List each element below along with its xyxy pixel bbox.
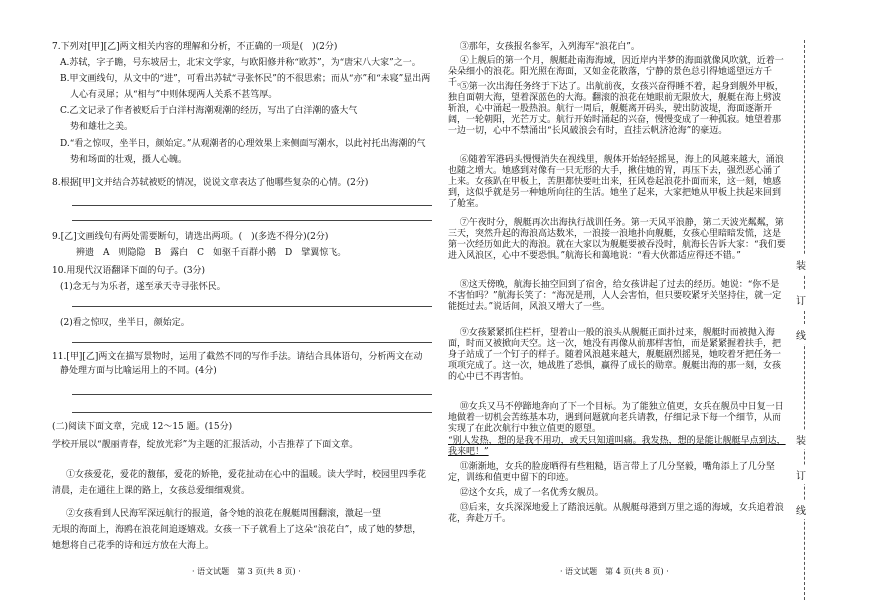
margin-label-xian-2: 线 bbox=[796, 500, 806, 519]
page-footer-left: · 语文试题 第 3 页(共 8 页) · bbox=[192, 567, 301, 576]
paragraph-1-line-2: 清晨，走在通往上课的路上，女孩总爱细细观赏。 bbox=[52, 486, 251, 496]
q7-option-b-cont: 人心有灵犀；从“相与”中则体现两人关系不甚笃厚。 bbox=[70, 90, 278, 100]
answer-line[interactable] bbox=[72, 220, 432, 221]
q7-option-c: C.乙文记录了作者被贬后于白洋村海潮观潮的经历，写出了白洋潮的盛大气 bbox=[60, 106, 358, 116]
q9-options: 辨遗 A 则隐隐 B 露白 C 如驱千百群小鹅 D 擘翼惊飞。 bbox=[76, 248, 347, 258]
margin-label-ding-2: 订 bbox=[796, 465, 806, 484]
intro-text: 学校开展以“靓丽青春，绽放光彩”为主题的汇报活动，小吉推荐了下面文章。 bbox=[52, 440, 359, 450]
answer-line[interactable] bbox=[72, 205, 432, 206]
margin-label-zhuang-2: 装 bbox=[796, 430, 806, 449]
answer-line[interactable] bbox=[72, 306, 432, 307]
paragraph-1-line-1: ①女孩爱花，爱花的馥郁，爱花的娇艳，爱花扯动在心中的温暖。读大学时，校园里四季花 bbox=[66, 470, 427, 480]
page-footer-right: · 语文试题 第 4 页(共 8 页) · bbox=[560, 567, 669, 576]
paragraph-2-line-1: ②女孩看到人民海军深远航行的报道，备令她的浪花在舰艇周围翻滚，激起一望 bbox=[66, 509, 382, 519]
paragraph-11: ⑪渐渐地，女兵的脸庞晒得有些粗糙，语言带上了几分坚毅，嘴角添上了几分坚定，训练和值更中留下的印迹。 bbox=[448, 462, 775, 483]
answer-line[interactable] bbox=[72, 412, 432, 413]
section-2-heading: (二)阅读下面文章，完成 12～15 题。(15分) bbox=[52, 422, 233, 432]
paragraph-2-line-2: 无垠的海面上，海鸥在浪花间追逐嬉戏。女孩一下子就看上了这朵“浪花白”，成了她的梦想， bbox=[52, 525, 422, 535]
q7-option-d-cont: 势和场面的壮观，摄人心魄。 bbox=[70, 155, 188, 165]
binding-margin bbox=[790, 40, 820, 600]
q8-stem: 8.根据[甲]文并结合苏轼被贬的情况，说说文章表达了他哪些复杂的心情。(2分) bbox=[52, 178, 369, 188]
paragraph-2-line-3: 她想将自己花季的诗和远方放在大海上。 bbox=[52, 541, 215, 551]
paragraph-10: ⑩女兵又马不停蹄地奔向了下一个目标。为了能独立值更，女兵在舰员中日复一日地做着一切机会苦练基本功，遇到问题就向老兵请教，仔细记录下每一个细节，从而实现了在此次航行中独立值更的愿望。 bbox=[448, 402, 784, 434]
margin-label-ding: 订 bbox=[796, 290, 806, 309]
answer-line[interactable] bbox=[72, 394, 432, 395]
paragraph-7: ⑦午夜时分，舰艇再次出海执行战训任务。第一天风平浪静，第二天波光粼粼，第三天，突然升起的海浪高达数米，一浪接一浪地扑向舰艇，女孩心里暗暗发慌，这是第一次经历如此大的海浪。就在大家以为舰艇要被吞没时，航海长告诉大家：“我们要进入风浪区，心中不要恐惧。”航海长和蔼地说：“看大伙都适应得还不错。” bbox=[448, 218, 786, 261]
right-page bbox=[440, 0, 785, 615]
q9-stem: 9.[乙]文画线句有两处需要断句，请选出两项。( )(多选不得分)(2分) bbox=[52, 232, 329, 242]
paragraph-8: ⑧这天傍晚，航海长抽空回到了宿舍，给女孩讲起了过去的经历。她说：“你不是不害怕吗？”航海长笑了：“海况是刑，人人会害怕，但只要咬紧牙关坚持住，就一定能挺过去。”说话间，风浪又增大了一些。 bbox=[448, 280, 782, 312]
paragraph-5: ⑤第一次出海任务终于下达了。出航前夜，女孩兴奋得睡不着，起身到舰外甲板，独自面朝大海，望着深蓝色的大海。翻滚的浪花在她眼前无限放大，舰艇在海上劈波斩浪，心中涌起一股热浪。航行一周后，舰艇离开码头，驶出防波堤，海面逐渐开阔，一轮朝阳，光芒万丈。航行开始时涌起的兴奋，慢慢变成了一种孤寂。她望着那一边一切，心中不禁涌出“长风破浪会有时，直挂云帆济沧海”的豪迈。 bbox=[448, 82, 784, 136]
paragraph-9: ⑨女孩紧紧抓住栏杆，望着山一般的浪头从舰艇正面扑过来，舰艇时而被抛入海面，时而又被掀向天空。这一次，她没有再像从前那样害怕，而是紧紧握着扶手，把身子站成了一个钉子的样子。随着风浪越来越大，舰艇剧烈摇晃，她咬着牙把任务一项项完成了。这一次，她战胜了恐惧，赢得了成长的勋章。舰艇出海的那一刻，女孩的心中已不再害怕。 bbox=[448, 328, 782, 382]
paragraph-10-quote: “别人发热，想的是我不用功，或天只知道叫痛。我发热，想的是能让舰艇早点到达，我来吧！” bbox=[448, 436, 786, 457]
margin-label-zhuang: 装 bbox=[796, 255, 806, 274]
q7-stem: 7.下列对[甲][乙]两文相关内容的理解和分析，不正确的一项是( )(2分) bbox=[52, 42, 338, 52]
left-page bbox=[22, 0, 440, 615]
q11-stem-line-1: 11.[甲][乙]两文在描写景物时，运用了截然不同的写作手法。请结合具体语句，分析两文在动 bbox=[52, 352, 423, 362]
margin-label-xian: 线 bbox=[796, 325, 806, 344]
q11-stem-line-2: 静处理方面与比喻运用上的不同。(4分) bbox=[60, 366, 217, 376]
q10-sentence-1: (1)念无与为乐者，遂至承天寺寻张怀民。 bbox=[60, 282, 226, 292]
answer-line[interactable] bbox=[72, 342, 432, 343]
paragraph-12: ⑫这个女兵，成了一名优秀女舰员。 bbox=[459, 488, 604, 498]
q10-sentence-2: (2)看之惊叹，坐半日，颜始定。 bbox=[60, 318, 190, 328]
q7-option-d: D.“看之惊叹，坐半日，颜始定。”从观潮者的心理效果上来侧面写潮水，以此衬托出海潮的气 bbox=[60, 139, 426, 149]
paragraph-4: ④上舰后的第一个月，舰艇赴南海海域，因近岸内半梦的海面就像风吹就，近着一朵朵细小的浪花。阳光照在海面，又如金花散落，宁静的景色总引得她遥望远方千千。 bbox=[448, 56, 784, 88]
q10-stem: 10.用现代汉语翻译下面的句子。(3分) bbox=[52, 266, 206, 276]
q7-option-c-cont: 势和雄壮之美。 bbox=[70, 122, 134, 132]
q7-option-a: A.苏轼，字子瞻，号东坡居士，北宋文学家，与欧阳修并称“欧苏”，为“唐宋八大家”之一。 bbox=[60, 58, 421, 68]
q7-option-b: B.甲文画线句，从文中的“进”，可看出苏轼“寻张怀民”的不很思索；而从“亦”和“未寝”显出两 bbox=[60, 74, 431, 84]
paragraph-3: ③那年，女孩报名参军，入列海军“浪花白”。 bbox=[459, 42, 640, 52]
paragraph-6: ⑥随着军港码头慢慢消失在视线里，舰体开始轻轻摇晃，海上的风越来越大，涌浪也随之增大。她感到对像有一只无形的大手，揪住她的胃，再压下去，强烈恶心涌了上来。女孩趴在甲板上，苦胆都快要吐出来，狂风卷起浪花扑面而来，这一刻，她感到，这似乎就是另一种她所向往的生活。她坐了起来，大家把她从甲板上扶起来回到了舱室。 bbox=[448, 155, 784, 209]
paragraph-13: ⑬后来，女兵深深地爱上了踏浪远航。从舰艇母港到万里之遥的海域，女兵追着浪花，奔赴万千。 bbox=[448, 503, 784, 524]
